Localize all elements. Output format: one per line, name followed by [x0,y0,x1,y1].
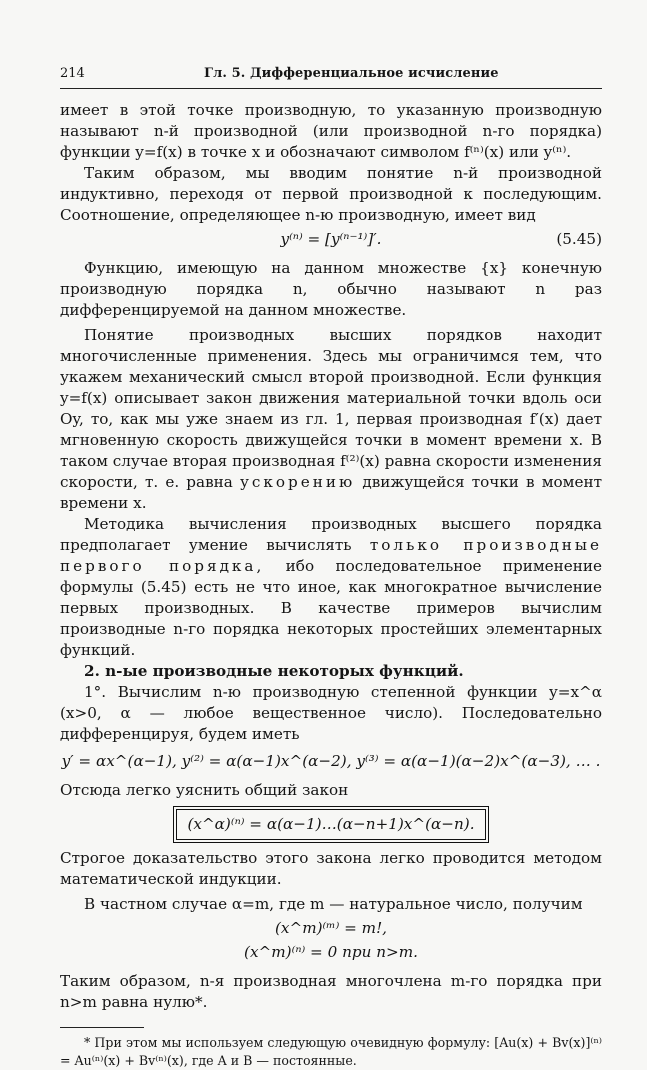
equation-m-zero: (x^m)⁽ⁿ⁾ = 0 при n>m. [244,943,418,961]
page-header [60,62,602,82]
equation-5-45-body: y⁽ⁿ⁾ = [y⁽ⁿ⁻¹⁾]′. [280,230,382,248]
page-body [60,100,602,1070]
equation-5-45 [60,229,602,250]
chapter-title: Гл. 5. Дифференциальное исчисление [204,66,499,81]
paragraph-3: Функцию, имеющую на данном множестве {x} конечную производную порядка n, обычно называют n раз дифференцируемой на данном множестве. [60,259,602,319]
paragraph-5-part-b: ибо последовательное применение формулы (5.45) есть не что иное, как многократное вычисление первых производных. В качестве примеров вычислим производные n-го порядка некоторых простейших элементарных функций. [60,557,602,659]
footnote-rule [60,1027,144,1028]
paragraph-5-part-a: Методика вычисления производных высшего порядка предполагает умение вычислять [60,515,602,554]
page-number: 214 [60,66,85,81]
general-law-formula: (x^α)⁽ⁿ⁾ = α(α−1)…(α−n+1)x^(α−n). [176,809,485,840]
paragraph-2: Таким образом, мы вводим понятие n-й производной индуктивно, переходя от первой производной к последующим. Соотношение, определяющее n-ю производную, имеет вид [60,164,602,224]
paragraph-10: Таким образом, n-я производная многочлена m-го порядка при n>m равна нулю*. [60,972,602,1011]
paragraph-4-emphasis: ускорению [239,473,356,491]
footnote: * При этом мы используем следующую очевидную формулу: [Au(x) + Bv(x)]⁽ⁿ⁾ = Au⁽ⁿ⁾(x) + Bv⁽ⁿ⁾(x), где A и B — постоянные. [60,1035,602,1068]
paragraph-5-emphasis: только производные первого порядка, [60,536,603,575]
equation-m-factorial: (x^m)⁽ᵐ⁾ = m!, [274,919,388,937]
paragraph-7: Отсюда легко уяснить общий закон [60,781,349,799]
paragraph-4 [60,325,602,514]
section-heading: 2. n-ые производные некоторых функций. [84,662,464,680]
paragraph-5 [60,514,602,661]
paragraph-9: В частном случае α=m, где m — натуральное число, получим [84,895,583,913]
general-law-box [60,809,602,840]
paragraph-8: Строгое доказательство этого закона легко проводится методом математической индукции. [60,849,602,888]
equation-derivatives: y′ = αx^(α−1), y⁽²⁾ = α(α−1)x^(α−2), y⁽³⁾ = α(α−1)(α−2)x^(α−3), … . [61,752,601,770]
paragraph-4-part-a: Понятие производных высших порядков находит многочисленные применения. Здесь мы ограничимся тем, что укажем механический смысл второй производной. Если функция y=f(x) описывает закон движения материальной точки вдоль оси Oy, то, как мы уже знаем из гл. 1, первая производная f′(x) дает мгновенную скорость движущейся точки в момент времени x. В таком случае вторая производная f⁽²⁾(x) равна скорости изменения скорости, т. е. равна [60,326,602,491]
page [60,62,603,1068]
paragraph-1: имеет в этой точке производную, то указанную производную называют n-й производной (или производной n-го порядка) функции y=f(x) в точке x и обозначают символом f⁽ⁿ⁾(x) или y⁽ⁿ⁾. [60,101,602,161]
header-rule [60,88,602,89]
paragraph-6: 1°. Вычислим n-ю производную степенной функции y=x^α (x>0, α — любое вещественное число). Последовательно дифференцируя, будем иметь [60,683,602,743]
equation-5-45-label: (5.45) [556,230,602,248]
paragraph-4-part-b: движущейся точки в момент времени x. [60,473,603,512]
